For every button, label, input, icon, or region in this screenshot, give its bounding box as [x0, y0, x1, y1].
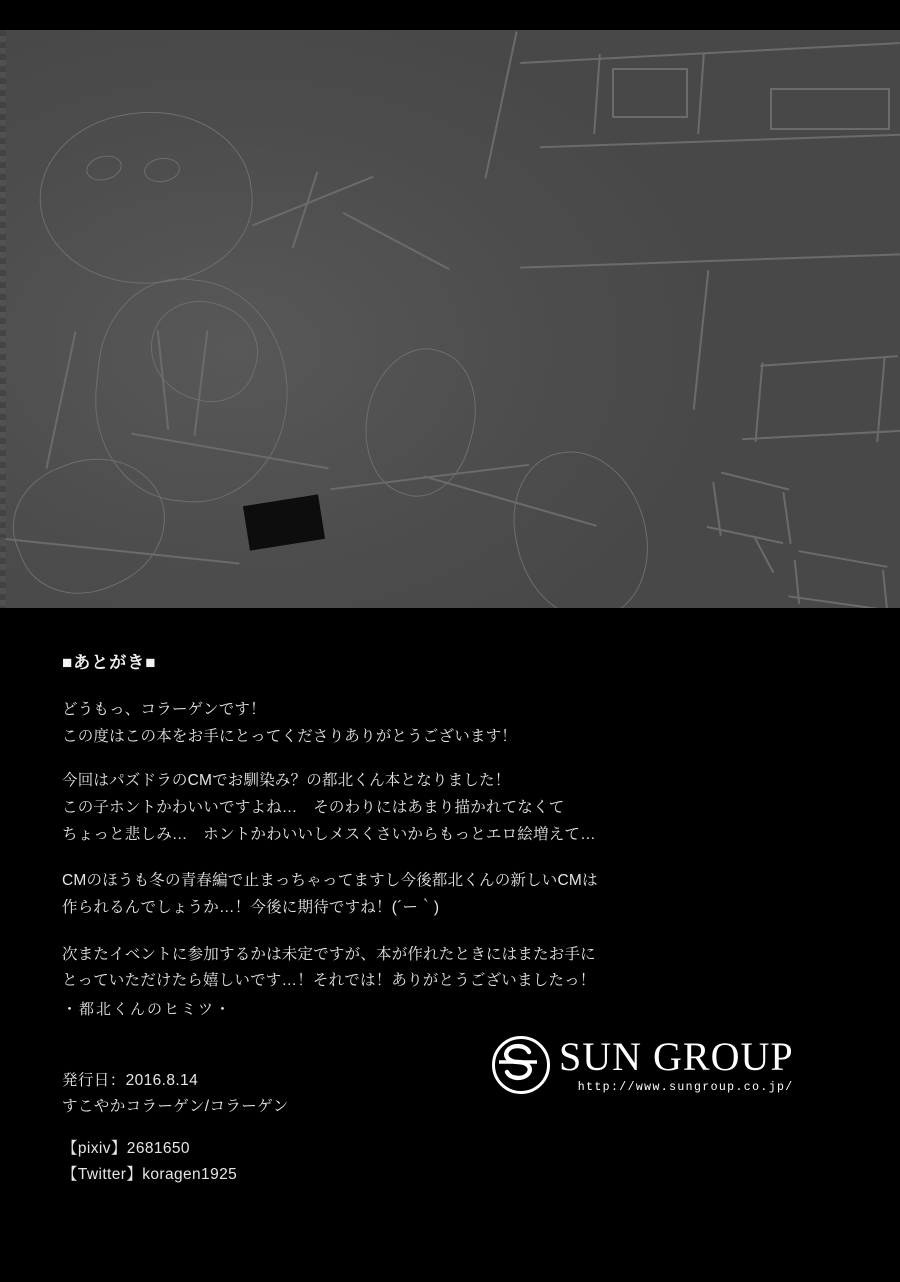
twitter-handle[interactable]: 【Twitter】koragen1925	[62, 1166, 238, 1184]
afterword-line: 次またイベントに参加するかは未定ですが、本が作れたときにはまたお手に	[62, 945, 596, 963]
afterword-line: この度はこの本をお手にとってくださりありがとうございます！	[62, 727, 517, 745]
afterword-line: ちょっと悲しみ… ホントかわいいしメスくさいからもっとエロ絵増えて…	[62, 825, 596, 843]
publication-date: 発行日：2016.8.14	[62, 1072, 199, 1089]
illustration-line	[612, 68, 686, 70]
publisher-logo[interactable]	[492, 1033, 794, 1094]
pixiv-id[interactable]: 【pixiv】2681650	[62, 1140, 190, 1157]
sun-group-circle-s-logo-icon	[492, 1036, 550, 1094]
afterword-line: 今回はパズドラのCMでお馴染み？の都北くん本となりました！	[62, 772, 511, 790]
illustration-line	[770, 128, 890, 130]
afterword-heading: ■あとがき■	[62, 653, 157, 672]
colophon	[62, 1068, 289, 1120]
afterword-line: どうもっ、コラーゲンです！	[62, 701, 266, 718]
illustration-panel	[0, 30, 900, 608]
afterword-paragraph-1	[62, 697, 842, 750]
publisher-text	[559, 1033, 794, 1094]
afterword-line: CMのほうも冬の青春編で止まっちゃってますし今後都北くんの新しいCMは	[62, 872, 598, 890]
illustration-line	[770, 88, 772, 130]
illustration-line	[888, 88, 890, 130]
work-subtitle: ・都北くんのヒミツ・	[62, 1001, 233, 1018]
illustration-line	[612, 68, 614, 118]
publisher-url[interactable]: http://www.sungroup.co.jp/	[577, 1080, 794, 1094]
afterword-line: 作られるんでしょうか…！今後に期待ですね！(´ー｀)	[62, 898, 440, 916]
circle-and-author: すこやかコラーゲン/コラーゲン	[62, 1098, 289, 1116]
illustration-line	[686, 68, 688, 118]
illustration-line	[770, 88, 890, 90]
afterword-section	[62, 648, 842, 1015]
afterword-line: とっていただけたら嬉しいです…！それでは！ありがとうございましたっ！	[62, 972, 596, 990]
contact-info	[62, 1136, 237, 1188]
film-edge-texture	[0, 30, 6, 608]
afterword-line: この子ホントかわいいですよね… そのわりにはあまり描かれてなくて	[62, 798, 565, 816]
afterword-paragraph-4	[62, 942, 842, 995]
afterword-paragraph-3	[62, 868, 842, 921]
illustration-line	[612, 116, 688, 118]
publisher-name: SUN GROUP	[559, 1033, 794, 1079]
afterword-paragraph-2	[62, 768, 842, 848]
